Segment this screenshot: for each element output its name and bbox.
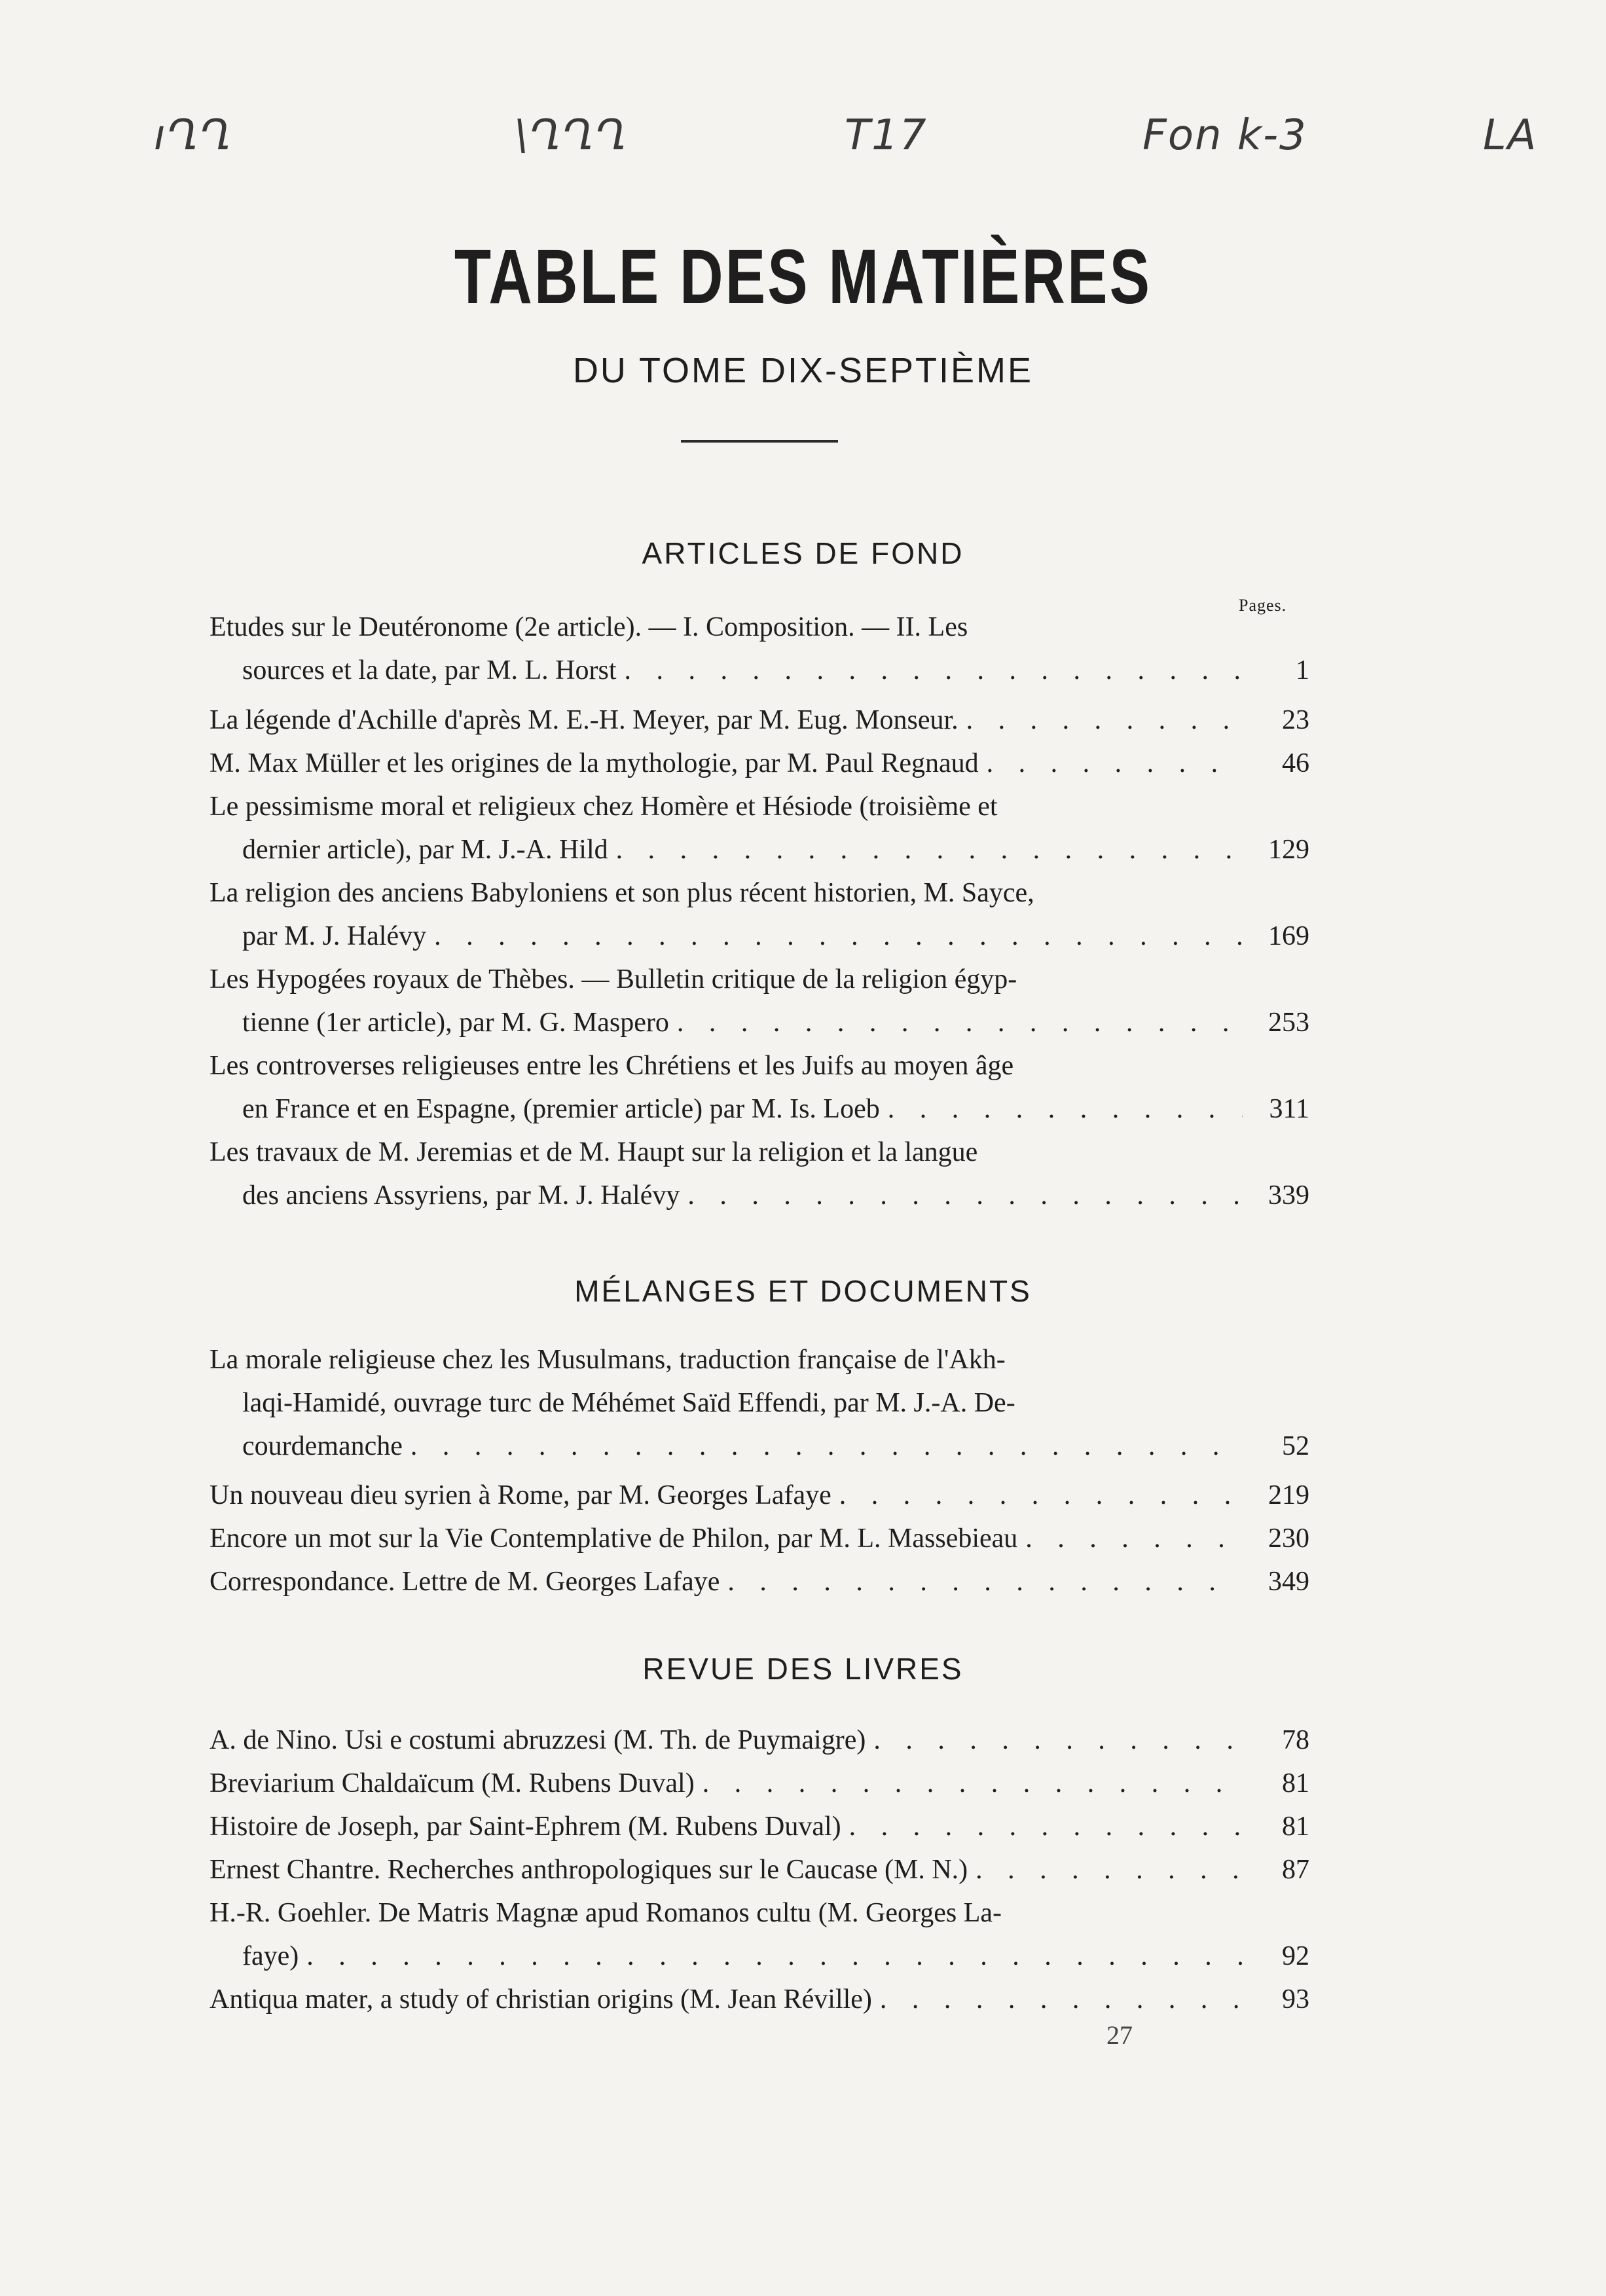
entry-last-line [210, 1517, 1309, 1560]
section-heading-livres: REVUE DES LIVRES [642, 1652, 964, 1686]
entry-last-line [210, 828, 1309, 871]
entry-line: Les travaux de M. Jeremias et de M. Haupt sur la religion et la langue [210, 1137, 978, 1167]
entry-last-line [210, 1474, 1309, 1517]
section-heading-melanges: MÉLANGES ET DOCUMENTS [574, 1274, 1032, 1308]
entry-page-number: 169 [1268, 921, 1309, 951]
section-heading-articles: ARTICLES DE FOND [642, 536, 964, 570]
pages-column-label: Pages. [1239, 596, 1287, 615]
entry-page-number: 339 [1268, 1180, 1309, 1211]
entry-last-line [210, 1978, 1309, 2021]
entry-last-line [210, 1560, 1309, 1603]
entry-text: Correspondance. Lettre de M. Georges Lafaye [210, 1567, 720, 1597]
entry-last-line [210, 1719, 1309, 1762]
dot-leader [616, 828, 1243, 871]
entry-text: dernier article), par M. J.-A. Hild [242, 835, 608, 865]
entry-last-line [210, 1174, 1309, 1217]
toc-entry [210, 785, 1309, 871]
annotation-1: ıՂՂ [154, 111, 233, 160]
dot-leader [873, 1719, 1243, 1762]
dot-leader [1025, 1517, 1243, 1560]
entry-text: La légende d'Achille d'après M. E.-H. Meyer, par M. Eug. Monseur. [210, 705, 958, 735]
dot-leader [849, 1805, 1243, 1848]
entry-text: Encore un mot sur la Vie Contemplative de Philon, par M. L. Massebieau [210, 1523, 1018, 1554]
toc-entry [210, 1848, 1309, 1891]
entry-last-line [210, 1848, 1309, 1891]
entry-line: La religion des anciens Babyloniens et son plus récent historien, M. Sayce, [210, 878, 1034, 908]
dot-leader [976, 1848, 1243, 1891]
entry-text: Ernest Chantre. Recherches anthropologiques sur le Caucase (M. N.) [210, 1855, 968, 1885]
entry-page-number: 52 [1282, 1431, 1309, 1461]
entry-line: H.-R. Goehler. De Matris Magnæ apud Romanos cultu (M. Georges La- [210, 1898, 1002, 1928]
dot-leader [987, 742, 1243, 785]
entry-text: A. de Nino. Usi e costumi abruzzesi (M. Th. de Puymaigre) [210, 1725, 866, 1755]
entry-page-number: 92 [1282, 1941, 1309, 1971]
entry-page-number: 46 [1282, 748, 1309, 778]
entry-text: faye) [242, 1941, 299, 1971]
entry-last-line [210, 1087, 1309, 1131]
toc-entry [210, 1762, 1309, 1805]
entry-last-line [210, 649, 1309, 692]
entry-text: en France et en Espagne, (premier article) par M. Is. Loeb [242, 1094, 880, 1124]
entry-page-number: 1 [1296, 655, 1309, 685]
entry-page-number: 78 [1282, 1725, 1309, 1755]
entry-line: Les controverses religieuses entre les Chrétiens et les Juifs au moyen âge [210, 1051, 1014, 1081]
toc-entry [210, 1131, 1309, 1217]
toc-entry [210, 1891, 1309, 1978]
entry-last-line [210, 1425, 1309, 1468]
page-subtitle: DU TOME DIX-SEPTIÈME [572, 351, 1034, 390]
toc-entry [210, 871, 1309, 958]
entry-last-line [210, 1001, 1309, 1044]
toc-entry [210, 1978, 1309, 2021]
entry-text: tienne (1er article), par M. G. Maspero [242, 1008, 669, 1038]
toc-entry [210, 1474, 1309, 1517]
entry-text: M. Max Müller et les origines de la mythologie, par M. Paul Regnaud [210, 748, 979, 778]
entry-page-number: 87 [1282, 1855, 1309, 1885]
entry-last-line [210, 1935, 1309, 1978]
entry-last-line [210, 915, 1309, 958]
entry-line: Etudes sur le Deutéronome (2e article). — I. Composition. — II. Les [210, 612, 968, 642]
entry-page-number: 129 [1268, 835, 1309, 865]
toc-entry [210, 1517, 1309, 1560]
dot-leader [625, 649, 1243, 692]
entry-text: Un nouveau dieu syrien à Rome, par M. Georges Lafaye [210, 1480, 831, 1510]
entry-last-line [210, 1762, 1309, 1805]
entry-page-number: 311 [1269, 1094, 1309, 1124]
dot-leader [434, 915, 1243, 958]
entry-line: laqi-Hamidé, ouvrage turc de Méhémet Saïd Effendi, par M. J.-A. De- [242, 1388, 1015, 1418]
entry-text: Antiqua mater, a study of christian origins (M. Jean Réville) [210, 1984, 872, 2014]
dot-leader [839, 1474, 1243, 1517]
toc-entry [210, 1719, 1309, 1762]
toc-entry [210, 699, 1309, 742]
dot-leader [687, 1174, 1243, 1217]
entry-last-line [210, 742, 1309, 785]
entry-last-line [210, 1805, 1309, 1848]
toc-entry [210, 1338, 1309, 1468]
entry-page-number: 349 [1268, 1567, 1309, 1597]
dot-leader [888, 1087, 1243, 1131]
entry-page-number: 93 [1282, 1984, 1309, 2014]
dot-leader [411, 1425, 1243, 1468]
toc-entry [210, 958, 1309, 1044]
entry-page-number: 253 [1268, 1008, 1309, 1038]
dot-leader [727, 1560, 1243, 1603]
annotation-3: T17 [845, 111, 928, 160]
entry-line: Les Hypogées royaux de Thèbes. — Bulletin critique de la religion égyp- [210, 964, 1017, 994]
entry-text: courdemanche [242, 1431, 403, 1461]
toc-entry [210, 742, 1309, 785]
annotation-5: LA [1483, 111, 1538, 160]
toc-entry [210, 1044, 1309, 1131]
entry-page-number: 230 [1268, 1523, 1309, 1554]
dot-leader [966, 699, 1243, 742]
entry-page-number: 81 [1282, 1812, 1309, 1842]
entry-page-number: 81 [1282, 1768, 1309, 1798]
entry-text: Histoire de Joseph, par Saint-Ephrem (M. Rubens Duval) [210, 1812, 841, 1842]
entry-text: par M. J. Halévy [242, 921, 427, 951]
entry-page-number: 23 [1282, 705, 1309, 735]
dot-leader [703, 1762, 1243, 1805]
entry-line: Le pessimisme moral et religieux chez Homère et Hésiode (troisième et [210, 792, 998, 822]
entry-last-line [210, 699, 1309, 742]
title-divider [681, 440, 838, 443]
annotation-2: \ՂՂՂ [514, 111, 629, 160]
toc-entry [210, 1560, 1309, 1603]
page-number: 27 [1106, 2020, 1133, 2050]
toc-entry [210, 1805, 1309, 1848]
entry-line: La morale religieuse chez les Musulmans, traduction française de l'Akh- [210, 1345, 1006, 1375]
dot-leader [677, 1001, 1243, 1044]
toc-entry [210, 606, 1309, 692]
entry-text: sources et la date, par M. L. Horst [242, 655, 617, 685]
entry-page-number: 219 [1268, 1480, 1309, 1510]
entry-text: Breviarium Chaldaïcum (M. Rubens Duval) [210, 1768, 695, 1798]
dot-leader [880, 1978, 1243, 2021]
entry-text: des anciens Assyriens, par M. J. Halévy [242, 1180, 680, 1211]
page-title: TABLE DES MATIÈRES [454, 234, 1152, 320]
annotation-4: Fon k-3 [1142, 111, 1307, 160]
dot-leader [306, 1935, 1243, 1978]
